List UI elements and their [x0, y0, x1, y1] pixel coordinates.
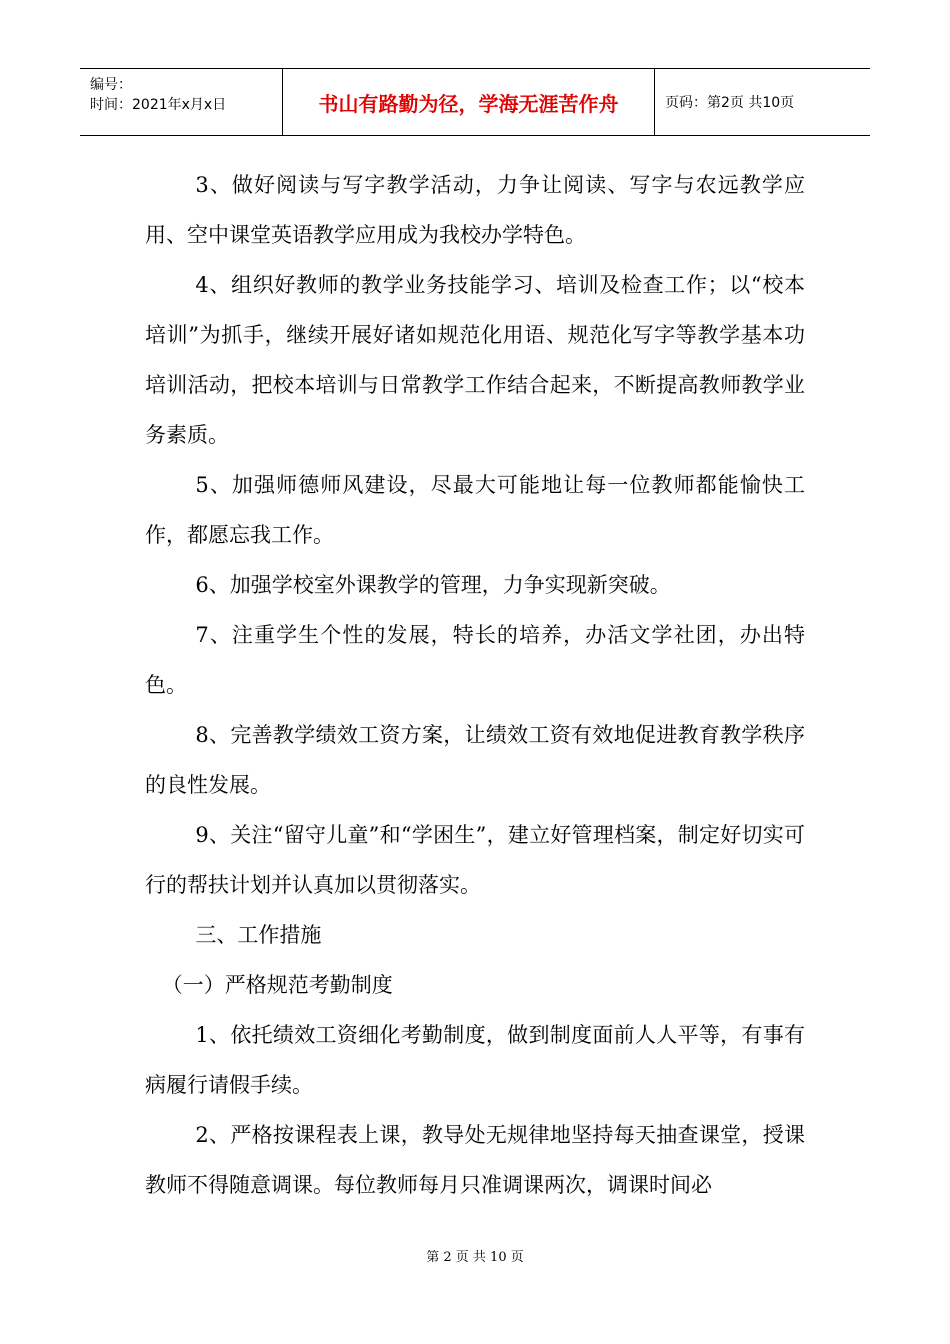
- header-motto: 书山有路勤为径，学海无涯苦作舟: [283, 69, 655, 135]
- paragraph: 9、关注“留守儿童”和“学困生”，建立好管理档案，制定好切实可行的帮扶计划并认真加以贯彻落实。: [145, 823, 805, 897]
- time-label: 时间：2021年x月x日: [90, 97, 227, 113]
- page-footer: 第 2 页 共 10 页: [426, 1250, 524, 1265]
- paragraph: 1、依托绩效工资细化考勤制度，做到制度面前人人平等，有事有病履行请假手续。: [145, 1023, 805, 1097]
- section-heading: 三、工作措施: [195, 923, 322, 947]
- subsection-heading: （一）严格规范考勤制度: [161, 973, 393, 997]
- header-meta: [80, 69, 283, 135]
- paragraph: 3、做好阅读与写字教学活动，力争让阅读、写字与农远教学应用、空中课堂英语教学应用成为我校办学特色。: [145, 173, 805, 247]
- paragraph: 6、加强学校室外课教学的管理，力争实现新突破。: [195, 573, 671, 597]
- number-label: 编号：: [90, 77, 132, 93]
- paragraph: 2、严格按课程表上课，教导处无规律地坚持每天抽查课堂，授课教师不得随意调课。每位教师每月只准调课两次，调课时间必: [145, 1123, 805, 1197]
- paragraph: 4、组织好教师的教学业务技能学习、培训及检查工作；以“校本培训”为抓手，继续开展好诸如规范化用语、规范化写字等教学基本功培训活动，把校本培训与日常教学工作结合起来，不断提高教师教学业务素质。: [145, 273, 805, 447]
- document-header: [80, 68, 870, 136]
- paragraph: 7、注重学生个性的发展，特长的培养，办活文学社团，办出特色。: [145, 623, 805, 697]
- header-page-info: 页码：第2页 共10页: [665, 95, 795, 111]
- document-body: [145, 160, 805, 1210]
- paragraph: 8、完善教学绩效工资方案，让绩效工资有效地促进教育教学秩序的良性发展。: [145, 723, 805, 797]
- paragraph: 5、加强师德师风建设，尽最大可能地让每一位教师都能愉快工作，都愿忘我工作。: [145, 473, 805, 547]
